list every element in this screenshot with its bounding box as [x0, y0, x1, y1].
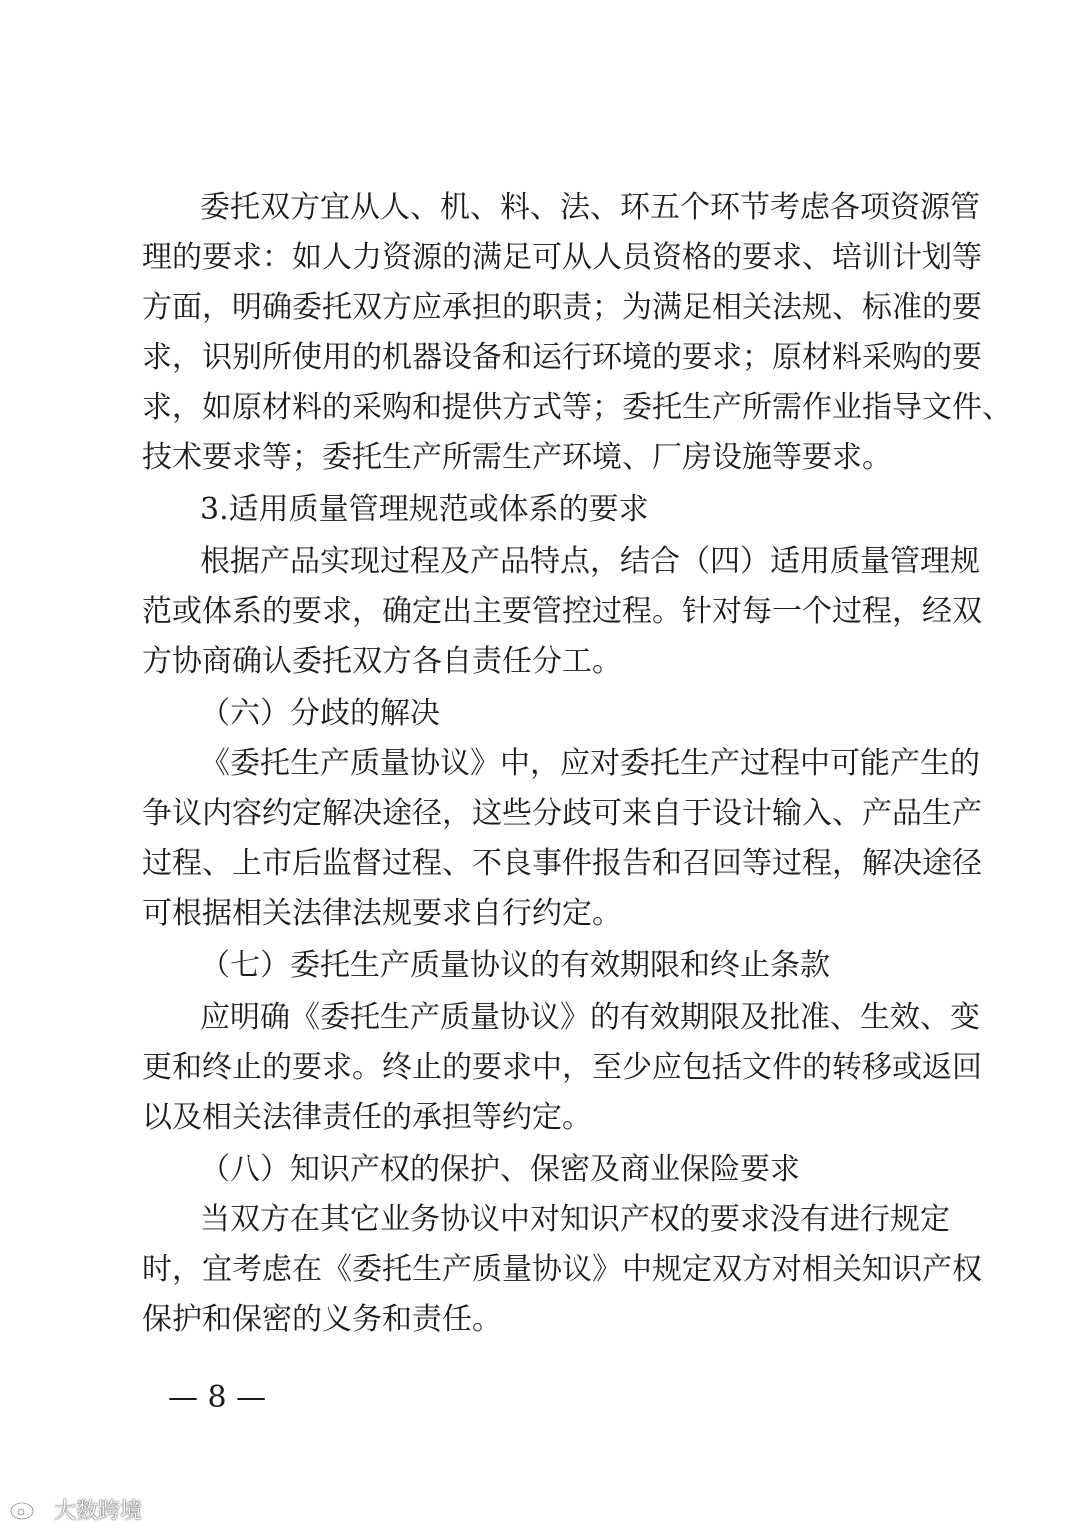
paragraph-line: 保护和保密的义务和责任。 — [142, 1302, 502, 1337]
page-number: — 8 — — [168, 1380, 267, 1415]
section-heading: 3.适用质量管理规范或体系的要求 — [200, 492, 649, 527]
paragraph-line: 争议内容约定解决途径，这些分歧可来自于设计输入、产品生产 — [142, 796, 982, 831]
paragraph-line: 求，如原材料的采购和提供方式等；委托生产所需作业指导文件、 — [142, 390, 1012, 425]
paragraph-line: 求，识别所使用的机器设备和运行环境的要求；原材料采购的要 — [142, 340, 982, 375]
paragraph-line: 当双方在其它业务协议中对知识产权的要求没有进行规定 — [200, 1202, 950, 1237]
paragraph-line: 时，宜考虑在《委托生产质量协议》中规定双方对相关知识产权 — [142, 1252, 982, 1287]
paragraph-line: 方协商确认委托双方各自责任分工。 — [142, 644, 622, 679]
section-heading: （七）委托生产质量协议的有效期限和终止条款 — [200, 948, 830, 983]
paragraph-line: 范或体系的要求，确定出主要管控过程。针对每一个过程，经双 — [142, 594, 982, 629]
paragraph-line: 可根据相关法律法规要求自行约定。 — [142, 896, 622, 931]
paragraph-line: 根据产品实现过程及产品特点，结合（四）适用质量管理规 — [200, 544, 980, 579]
paragraph-line: 委托双方宜从人、机、料、法、环五个环节考虑各项资源管 — [200, 190, 980, 225]
weibo-logo-icon — [8, 1496, 48, 1522]
paragraph-line: 过程、上市后监督过程、不良事件报告和召回等过程，解决途径 — [142, 846, 982, 881]
paragraph-line: 以及相关法律责任的承担等约定。 — [142, 1100, 592, 1135]
watermark-text: 大数跨境 — [54, 1498, 143, 1524]
paragraph-line: 技术要求等；委托生产所需生产环境、厂房设施等要求。 — [142, 440, 892, 475]
paragraph-line: 更和终止的要求。终止的要求中，至少应包括文件的转移或返回 — [142, 1050, 982, 1085]
watermark — [8, 1494, 142, 1524]
paragraph-line: 《委托生产质量协议》中，应对委托生产过程中可能产生的 — [200, 746, 980, 781]
paragraph-line: 应明确《委托生产质量协议》的有效期限及批准、生效、变 — [200, 1000, 980, 1035]
paragraph-line: 理的要求：如人力资源的满足可从人员资格的要求、培训计划等 — [142, 240, 982, 275]
section-heading: （八）知识产权的保护、保密及商业保险要求 — [200, 1152, 800, 1187]
section-heading: （六）分歧的解决 — [200, 696, 440, 731]
paragraph-line: 方面，明确委托双方应承担的职责；为满足相关法规、标准的要 — [142, 290, 982, 325]
